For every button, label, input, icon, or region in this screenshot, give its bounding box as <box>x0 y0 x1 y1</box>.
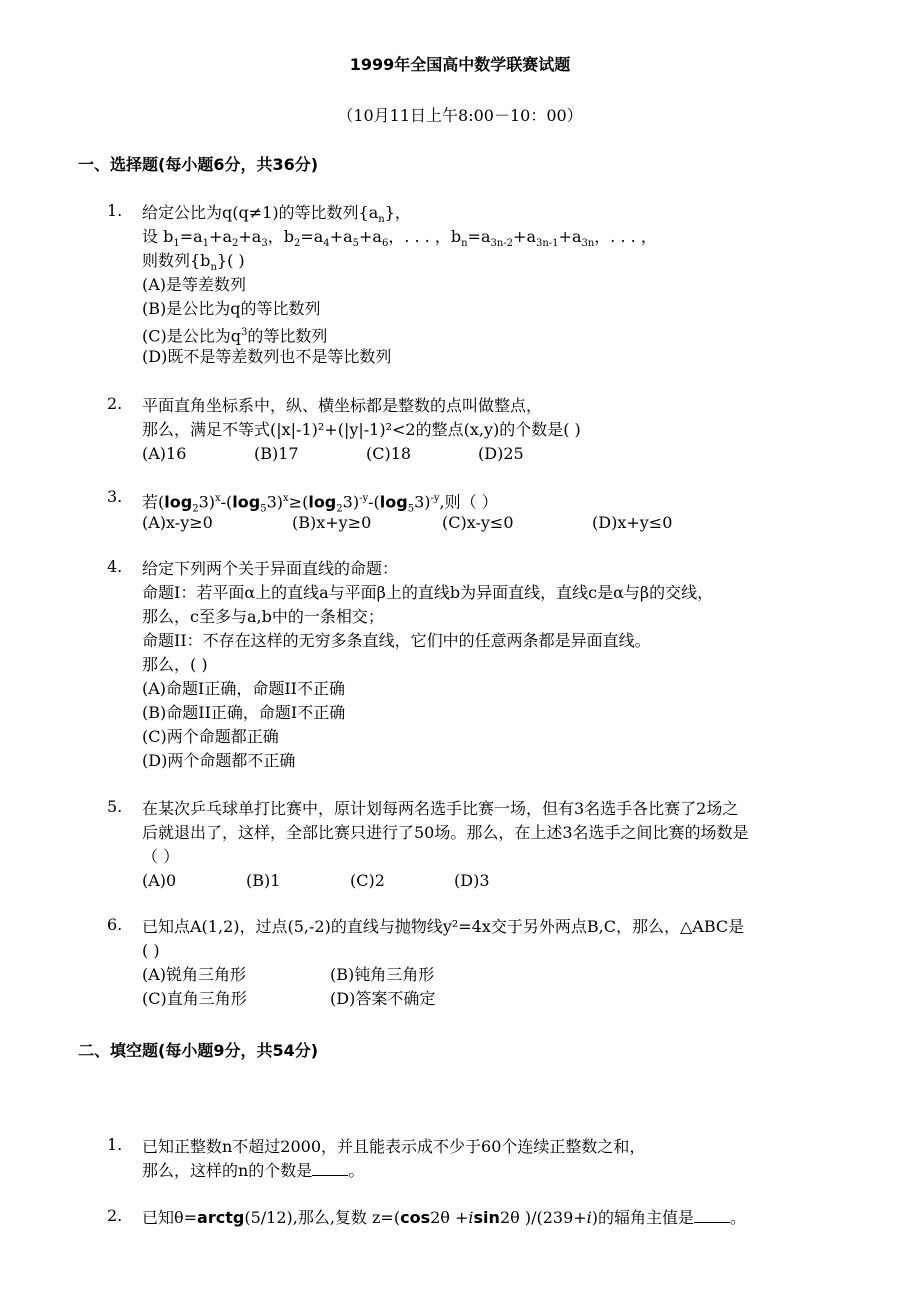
section-heading-fill-blank: 二、填空题(每小题9分，共54分) <box>78 1041 319 1060</box>
question-text: 给定公比为q(q≠1)的等比数列$\{a_n\}$， <box>142 203 411 226</box>
section-heading-choice: 一、选择题(每小题6分，共36分) <box>78 155 319 174</box>
question-text: 若$(\log_23)^x-(\log_53)^x\ge(\log_23)^{-y}-(\log_53)^{-y}$,则（ ） <box>142 492 498 515</box>
question-text: 则数列$\{b_n\}$( ) <box>142 251 245 274</box>
question-text: 命题I：若平面α上的直线a与平面β上的直线b为异面直线，直线c是α与β的交线， <box>142 583 714 602</box>
question-text: 那么，c至多与a,b中的一条相交； <box>142 607 384 626</box>
question-number: 2. <box>107 1206 123 1225</box>
option-c: (C)2 <box>350 871 385 890</box>
option-a: (A)锐角三角形 <box>142 965 247 984</box>
option-b: (B)钝角三角形 <box>330 965 435 984</box>
option-a: (A)命题I正确，命题II不正确 <box>142 679 346 698</box>
option-d: (D)x+y≤0 <box>592 513 673 532</box>
option-d: (D)3 <box>454 871 490 890</box>
option-d: (D)两个命题都不正确 <box>142 751 296 770</box>
question-text: 已知点A(1,2)，过点(5,-2)的直线与抛物线y²=4x交于另外两点B,C，那么，△ABC是 <box>142 917 745 936</box>
question-text: 后就退出了，这样，全部比赛只进行了50场。那么，在上述3名选手之间比赛的场数是 <box>142 823 749 842</box>
option-a: (A)0 <box>142 871 177 890</box>
question-text: 命题II：不存在这样的无穷多条直线，它们中的任意两条都是异面直线。 <box>142 631 651 650</box>
question-number: 1. <box>107 201 123 220</box>
question-number: 3. <box>107 487 123 506</box>
option-b: (B)1 <box>246 871 281 890</box>
question-number: 1. <box>107 1135 123 1154</box>
option-a: (A)16 <box>142 444 187 463</box>
option-d: (D)答案不确定 <box>330 989 436 1008</box>
question-number: 5. <box>107 797 123 816</box>
question-text: 已知正整数n不超过2000，并且能表示成不少于60个连续正整数之和， <box>142 1137 646 1156</box>
option-b: (B)命题II正确，命题I不正确 <box>142 703 346 722</box>
option-c: (C)是公比为$q^3$的等比数列 <box>142 326 328 346</box>
question-text: ( ) <box>142 941 160 960</box>
question-formula-line: 设 $b_1=a_1+a_2+a_3$，$b_2=a_4+a_5+a_6$，. . . ，$b_n=a_{3n-2}+a_{3n-1}+a_{3n}$，. . . ， <box>142 227 657 250</box>
question-number: 4. <box>107 557 123 576</box>
question-number: 6. <box>107 915 123 934</box>
option-a: (A)是等差数列 <box>142 275 247 294</box>
question-number: 2. <box>107 394 123 413</box>
option-c: (C)两个命题都正确 <box>142 727 279 746</box>
option-a: (A)x-y≥0 <box>142 513 213 532</box>
question-text: 在某次乒乓球单打比赛中，原计划每两名选手比赛一场，但有3名选手各比赛了2场之 <box>142 799 739 818</box>
answer-blank <box>694 1208 730 1223</box>
option-c: (C)x-y≤0 <box>442 513 514 532</box>
option-b: (B)17 <box>254 444 299 463</box>
question-text: 已知θ=arctg(5/12),那么,复数 z=(cos2θ +isin2θ )/(239+i)的辐角主值是 。 <box>142 1208 747 1227</box>
question-text: 给定下列两个关于异面直线的命题： <box>142 559 399 578</box>
question-text: 那么，这样的n的个数是 。 <box>142 1161 365 1180</box>
option-c: (C)直角三角形 <box>142 989 247 1008</box>
question-text: 那么，( ) <box>142 655 208 674</box>
option-d: (D)25 <box>478 444 524 463</box>
exam-time: （10月11日上午8:00－10：00） <box>337 106 583 125</box>
option-d: (D)既不是等差数列也不是等比数列 <box>142 347 392 366</box>
answer-blank <box>312 1161 348 1176</box>
option-c: (C)18 <box>366 444 412 463</box>
page-title: 1999年全国高中数学联赛试题 <box>349 55 571 74</box>
question-text: 那么，满足不等式(|x|-1)²+(|y|-1)²<2的整点(x,y)的个数是( ) <box>142 420 581 439</box>
option-b: (B)x+y≥0 <box>292 513 372 532</box>
option-b: (B)是公比为q的等比数列 <box>142 299 321 318</box>
question-text: 平面直角坐标系中，纵、横坐标都是整数的点叫做整点， <box>142 396 543 415</box>
question-text: （ ） <box>142 847 180 866</box>
